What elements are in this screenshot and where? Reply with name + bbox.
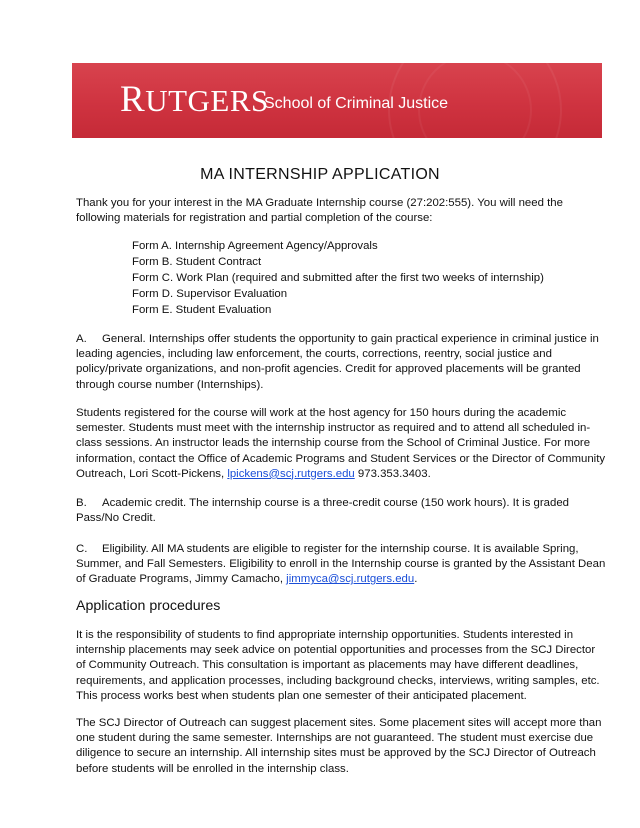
section-letter-a: A. [76,333,87,345]
email-link-lpickens[interactable]: lpickens@scj.rutgers.edu [227,467,355,480]
school-name: School of Criminal Justice [264,95,449,112]
section-text-general: . Internships offer students the opportunity to gain practical experience in criminal justice in leading agencies, including law enforcement, the courts, corrections, reentry, social justice and policy/private organizations, and non-profit agencies. Credit for approved placements will be granted through course number (Internships). [76,333,599,391]
intro-paragraph: Thank you for your interest in the MA Graduate Internship course (27:202:555). You will need the following materials for registration and partial completion of the course: [76,197,563,225]
phone-text: 973.353.3403. [354,467,431,480]
forms-list [132,238,544,318]
page-title: MA INTERNSHIP APPLICATION [200,166,440,183]
form-item-e: Form E. Student Evaluation [132,304,272,316]
form-item-a: Form A. Internship Agreement Agency/Approvals [132,240,378,252]
header-banner [72,63,602,138]
section-general [76,332,606,393]
students-text: Students registered for the course will work at the host agency for 150 hours during the academic semester. Students must meet with the internship instructor as required and to attend all scheduled in-class sessions. An instructor leads the internship course from the School of Criminal Justice. For more information, contact the Office of Academic Programs and Student Services or the Director of Community Outreach, Lori Scott-Pickens, [76,407,606,480]
section-text-academic-credit: . The internship course is a three-credit course (150 work hours). It is graded Pass/No Credit. [76,497,570,525]
section-title-eligibility: Eligibility. [102,543,149,555]
form-item-b: Form B. Student Contract [132,256,262,268]
form-item-d: Form D. Supervisor Evaluation [132,288,288,300]
students-paragraph [76,406,606,482]
section-title-academic-credit: Academic credit [102,497,184,509]
form-item-c: Form C. Work Plan (required and submitted after the first two weeks of internship) [132,272,544,284]
section-text-eligibility: All MA students are eligible to register for the internship course. It is available Spring, Summer, and Fall Semesters. Eligibility to enroll in the Internship course is granted by the Assistant Dean of Graduate Programs, Jimmy Camacho, [76,543,606,586]
director-paragraph: The SCJ Director of Outreach can suggest placement sites. Some placement sites will accept more than one student during the same semester. Internships are not guaranteed. The student must exercise due diligence to secure an internship. All internship sites must be approved by the SCJ Director of Outreach before students will be enrolled in the internship class. [76,717,602,775]
section-title-general: General [102,333,143,345]
email-link-jimmyca[interactable]: jimmyca@scj.rutgers.edu [286,573,415,586]
section-letter-b: B. [76,497,87,509]
responsibility-paragraph: It is the responsibility of students to find appropriate internship opportunities. Students interested in internship placements may seek advice on potential opportunities and processes from the SCJ Director of Community Outreach. This consultation is important as placements may have different deadlines, requirements, and application processes, including background checks, interviews, writing samples, etc. This process works best when students plan one semester of their anticipated placement. [76,629,600,702]
section-academic-credit [76,496,606,526]
section-eligibility [76,542,606,588]
section-end-eligibility: . [414,573,418,586]
procedures-heading: Application procedures [76,598,221,614]
rutgers-logo: RUTGERS [120,79,269,120]
section-letter-c: C. [76,543,88,555]
